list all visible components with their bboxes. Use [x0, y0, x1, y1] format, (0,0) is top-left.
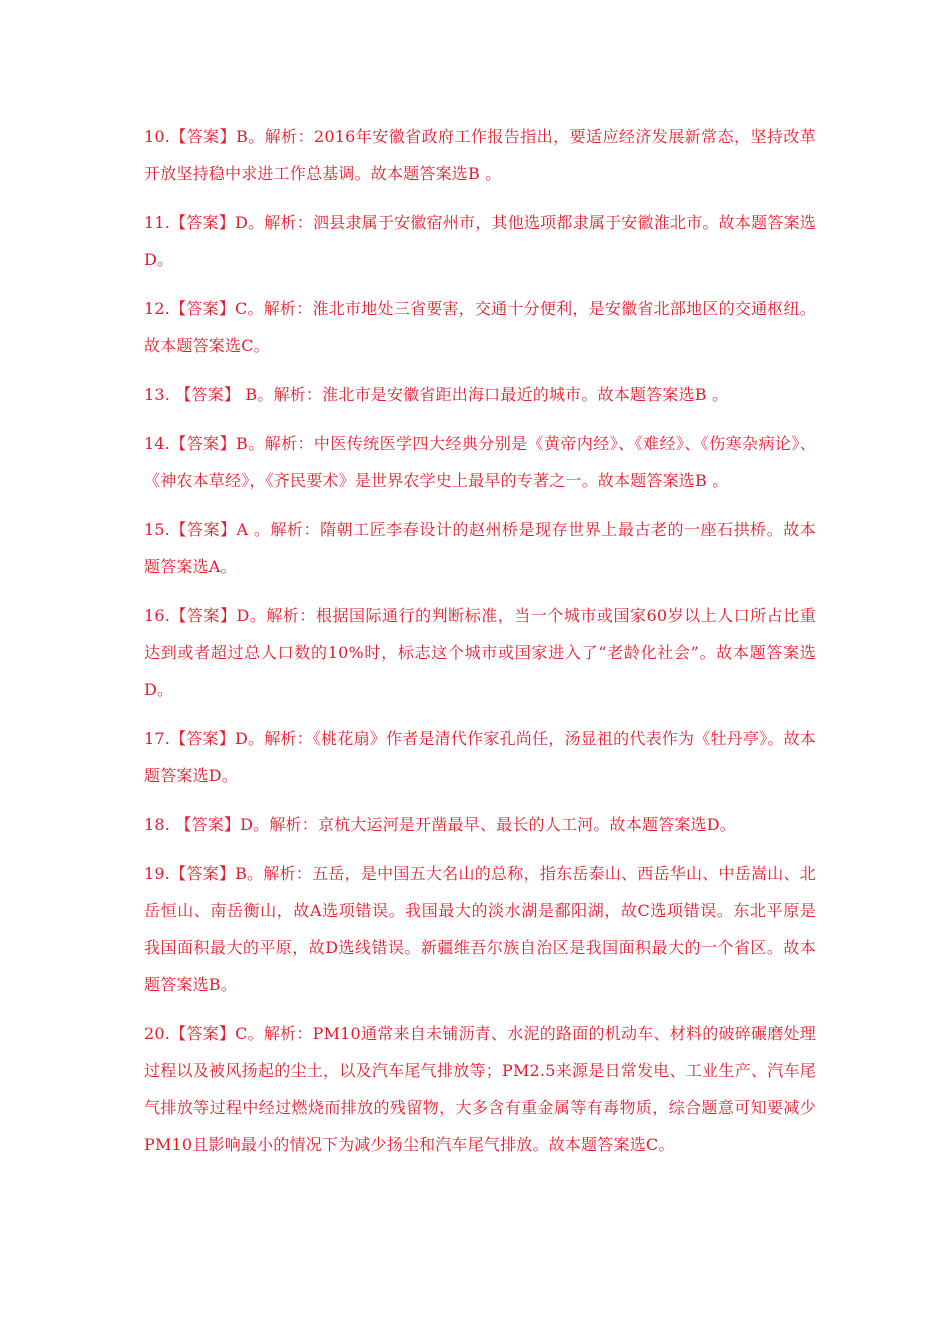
answer-item-16: 16.【答案】D。解析：根据国际通行的判断标准，当一个城市或国家60岁以上人口所占比重达到或者超过总人口数的10%时，标志这个城市或国家进入了“老龄化社会”。故本题答案选D。 [144, 606, 816, 699]
answer-item-20: 20.【答案】C。解析：PM10通常来自未铺沥青、水泥的路面的机动车、材料的破碎碾磨处理过程以及被风扬起的尘土，以及汽车尾气排放等；PM2.5来源是日常发电、工业生产、汽车尾气排放等过程中经过燃烧而排放的残留物，大多含有重金属等有毒物质，综合题意可知要减少PM10且影响最小的情况下为减少扬尘和汽车尾气排放。故本题答案选C。 [144, 1024, 816, 1154]
answer-list [144, 118, 816, 1175]
answer-item-13: 13. 【答案】 B。解析：淮北市是安徽省距出海口最近的城市。故本题答案选B 。 [144, 385, 729, 404]
answer-item-18: 18. 【答案】D。解析：京杭大运河是开凿最早、最长的人工河。故本题答案选D。 [144, 815, 736, 834]
answer-item-19: 19.【答案】B。解析：五岳，是中国五大名山的总称，指东岳泰山、西岳华山、中岳嵩山、北岳恒山、南岳衡山，故A选项错误。我国最大的淡水湖是鄱阳湖，故C选项错误。东北平原是我国面积最大的平原，故D选线错误。新疆维吾尔族自治区是我国面积最大的一个省区。故本题答案选B。 [144, 864, 816, 994]
answer-item-17: 17.【答案】D。解析：《桃花扇》作者是清代作家孔尚任，汤显祖的代表作为《牡丹亭》。故本题答案选D。 [144, 729, 816, 785]
answer-item-11: 11.【答案】D。解析：泗县隶属于安徽宿州市，其他选项都隶属于安徽淮北市。故本题答案选D。 [144, 213, 816, 269]
answer-item-14: 14.【答案】B。解析：中医传统医学四大经典分别是《黄帝内经》、《难经》、《伤寒杂病论》、《神农本草经》，《齐民要术》是世界农学史上最早的专著之一。故本题答案选B 。 [144, 434, 816, 490]
answer-item-12: 12.【答案】C。解析：淮北市地处三省要害，交通十分便利，是安徽省北部地区的交通枢纽。故本题答案选C。 [144, 299, 816, 355]
answer-item-15: 15.【答案】A 。解析：隋朝工匠李春设计的赵州桥是现存世界上最古老的一座石拱桥。故本题答案选A。 [144, 520, 816, 576]
answer-item-10: 10.【答案】B。解析：2016年安徽省政府工作报告指出，要适应经济发展新常态，坚持改革开放坚持稳中求进工作总基调。故本题答案选B 。 [144, 127, 816, 183]
